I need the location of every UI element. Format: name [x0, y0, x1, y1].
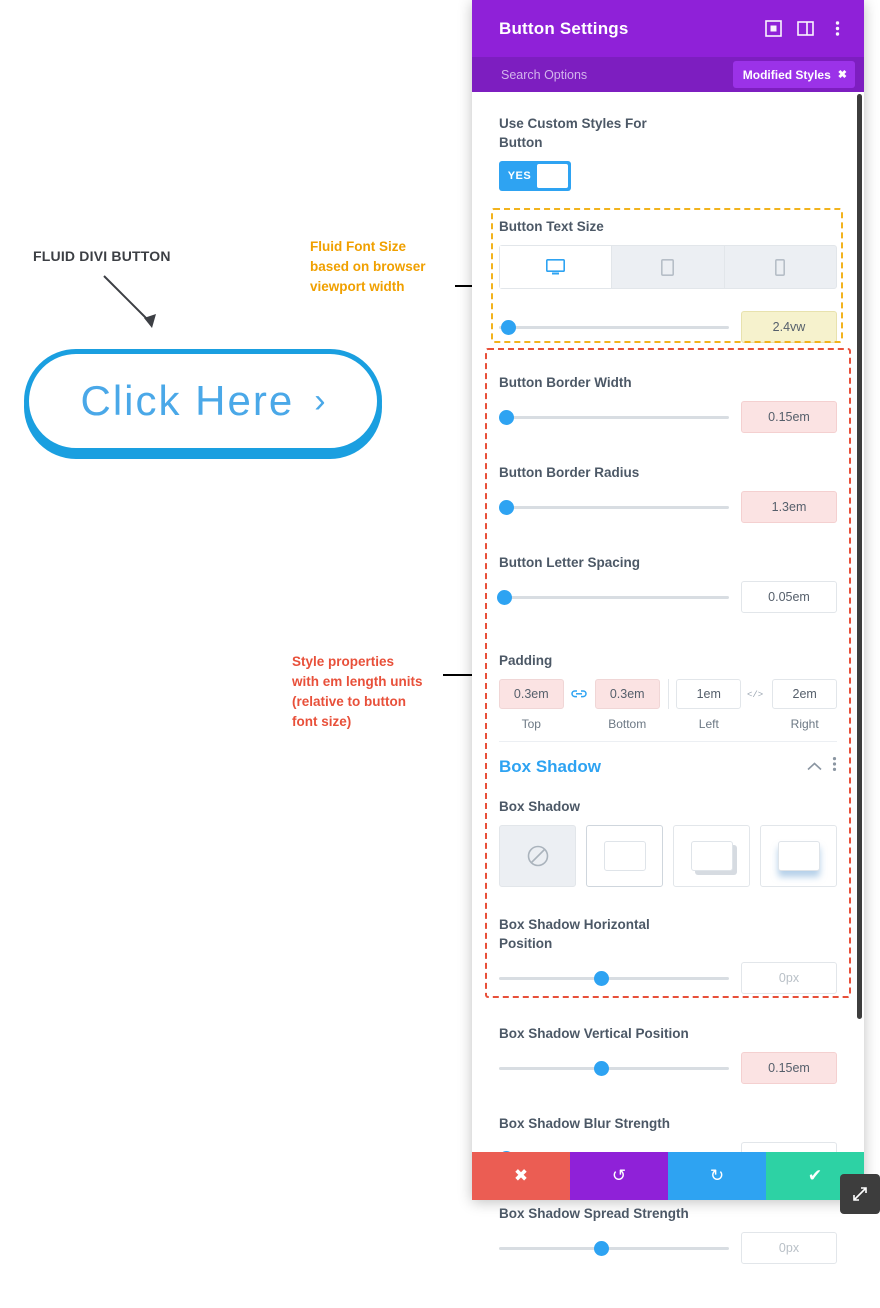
demo-button-text: Click Here — [80, 377, 295, 424]
more-options-icon[interactable] — [824, 16, 850, 42]
panel-scrollbar[interactable] — [857, 94, 862, 1019]
search-bar — [472, 57, 864, 92]
toggle-knob — [537, 164, 568, 188]
box-shadow-horizontal-value[interactable]: 0px — [741, 962, 837, 994]
panel-header — [472, 0, 864, 57]
button-text-size-value[interactable]: 2.4vw — [741, 311, 837, 343]
box-shadow-spread-row — [499, 1232, 837, 1264]
box-shadow-vertical-slider[interactable] — [499, 1058, 729, 1078]
arrow-to-button-icon — [100, 272, 172, 338]
note-line: Fluid Font Size — [310, 239, 406, 254]
highlight-style-properties — [485, 348, 851, 998]
highlight-text-size — [491, 208, 843, 343]
slider-knob[interactable] — [594, 1241, 609, 1256]
box-shadow-section-title: Box Shadow — [499, 756, 602, 776]
padding-left-input[interactable]: 1em — [676, 679, 741, 709]
padding-left-caption: Left — [698, 717, 719, 731]
button-letter-spacing-value[interactable]: 0.05em — [741, 581, 837, 613]
slider-rail — [499, 1247, 729, 1250]
svg-text:</>: </> — [746, 690, 763, 700]
custom-styles-toggle[interactable] — [499, 161, 571, 191]
button-border-width-value[interactable]: 0.15em — [741, 401, 837, 433]
box-shadow-blur-label: Box Shadow Blur Strength — [499, 1116, 671, 1131]
padding-top-caption: Top — [521, 717, 541, 731]
button-text-size-label: Button Text Size — [499, 219, 604, 234]
note-line: font size) — [292, 714, 352, 729]
chevron-right-icon: › — [314, 382, 326, 420]
note-line: viewport width — [310, 279, 405, 294]
note-line: (relative to button — [292, 694, 406, 709]
padding-right-input[interactable]: 2em — [772, 679, 837, 709]
demo-click-here-button[interactable] — [24, 349, 382, 453]
note-line: Style properties — [292, 654, 395, 669]
custom-styles-label: Use Custom Styles For Button — [499, 116, 647, 150]
cancel-button[interactable]: ✖ — [472, 1152, 570, 1200]
button-border-radius-label: Button Border Radius — [499, 465, 640, 480]
box-shadow-vertical-row — [499, 1052, 837, 1084]
toggle-yes-label: YES — [507, 170, 532, 182]
padding-right-caption: Right — [790, 717, 819, 731]
button-border-radius-value[interactable]: 1.3em — [741, 491, 837, 523]
box-shadow-spread-slider[interactable] — [499, 1238, 729, 1258]
box-shadow-vertical-label: Box Shadow Vertical Position — [499, 1026, 689, 1041]
note-fluid-font-size — [310, 237, 470, 297]
padding-bottom-caption: Bottom — [608, 717, 647, 731]
box-shadow-spread-label: Box Shadow Spread Strength — [499, 1206, 689, 1221]
box-shadow-label: Box Shadow — [499, 799, 581, 814]
padding-label: Padding — [499, 653, 553, 668]
modified-styles-label: Modified Styles — [742, 67, 831, 82]
close-icon[interactable]: ✖ — [837, 69, 847, 81]
search-input[interactable] — [499, 67, 733, 83]
padding-bottom-input[interactable]: 0.3em — [595, 679, 660, 709]
box-shadow-vertical-value[interactable]: 0.15em — [741, 1052, 837, 1084]
resize-handle[interactable] — [840, 1174, 880, 1214]
box-shadow-spread-value[interactable]: 0px — [741, 1232, 837, 1264]
slider-rail — [499, 1067, 729, 1070]
redo-button[interactable]: ↻ — [668, 1152, 766, 1200]
button-border-width-label: Button Border Width — [499, 375, 632, 390]
note-line: with em length units — [292, 674, 423, 689]
layout-icon[interactable] — [792, 16, 818, 42]
undo-button[interactable]: ↺ — [570, 1152, 668, 1200]
fluid-divi-button-label: FLUID DIVI BUTTON — [33, 248, 171, 264]
modified-styles-badge[interactable] — [733, 61, 855, 88]
panel-action-bar — [472, 1152, 864, 1200]
box-shadow-horizontal-label: Box Shadow Horizontal Position — [499, 917, 650, 951]
button-letter-spacing-label: Button Letter Spacing — [499, 555, 640, 570]
note-line: based on browser — [310, 259, 426, 274]
expand-icon[interactable] — [760, 16, 786, 42]
save-button[interactable]: ✔ — [766, 1152, 864, 1200]
panel-title: Button Settings — [499, 18, 629, 38]
padding-top-input[interactable]: 0.3em — [499, 679, 564, 709]
slider-knob[interactable] — [594, 1061, 609, 1076]
